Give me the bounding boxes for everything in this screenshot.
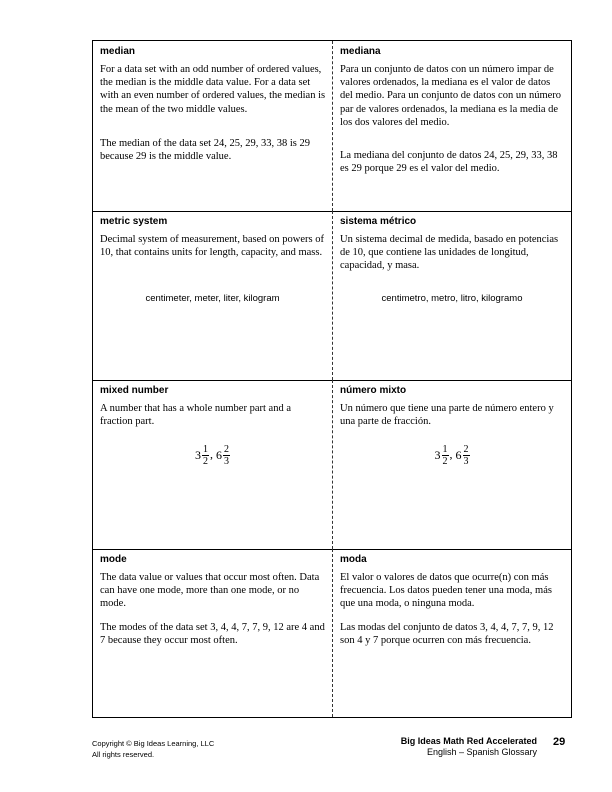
fraction: $\frac{1}{2}$ (203, 444, 208, 467)
fraction: $\frac{1}{2}$ (442, 444, 448, 467)
copyright-line: Copyright © Big Ideas Learning, LLC (92, 739, 215, 748)
mixed-number-example: 3 $\frac{1}{2}$ , 6 $\frac{2}{3}$ (195, 444, 229, 467)
glossary-label: English – Spanish Glossary (426, 747, 537, 757)
card-mode-en (93, 549, 333, 717)
copyright-notice (92, 738, 214, 760)
term-definition: Para un conjunto de datos con un número impar de valores ordenados, la mediana es el valor de datos del medio. Para un conjunto de datos con un número par de valores ordenados, la mediana es la media de los dos valores del medio. (340, 64, 562, 128)
flashcard-grid (92, 40, 572, 718)
card-mixed-number-es (333, 380, 571, 549)
term-definition: For a data set with an odd number of ordered values, the median is the middle data value. For a data set with an even number of ordered values, the median is the mean of the two middle values. (100, 64, 326, 115)
term-title: sistema métrico (340, 216, 417, 227)
card-median-es (333, 41, 571, 211)
mixed-number: 3 $\frac{1}{2}$ (434, 444, 448, 467)
card-metric-system-es (333, 211, 571, 380)
term-definition: El valor o valores de datos que ocurre(n) con más frecuencia. Los datos pueden tener una moda, más que una moda, o ninguna moda. (340, 572, 552, 610)
term-example: Las modas del conjunto de datos 3, 4, 4, 7, 7, 9, 12 son 4 y 7 porque ocurren con más frecuencia. (340, 622, 554, 647)
term-title: moda (340, 554, 367, 565)
term-title: número mixto (340, 385, 407, 396)
page-number: 29 (553, 736, 566, 748)
fraction: $\frac{2}{3}$ (463, 444, 469, 467)
term-example: centimetro, metro, litro, kilogramo (381, 293, 523, 304)
term-title: mode (100, 554, 127, 565)
fraction: $\frac{2}{3}$ (224, 444, 229, 467)
mixed-number-example: 3 $\frac{1}{2}$ , 6 $\frac{2}{3}$ (434, 444, 469, 467)
book-title: Big Ideas Math Red Accelerated (400, 736, 537, 746)
term-definition: The data value or values that occur most often. Data can have one mode, more than one mode, or no mode. (100, 572, 320, 610)
term-title: median (100, 46, 136, 57)
term-title: mixed number (100, 385, 169, 396)
term-title: mediana (340, 46, 381, 57)
term-example: La mediana del conjunto de datos 24, 25, 29, 33, 38 es 29 porque 29 es el valor del medio. (340, 150, 558, 175)
card-mixed-number-en (93, 380, 333, 549)
term-definition: Un número que tiene una parte de número entero y una parte de fracción. (340, 403, 554, 428)
term-example: The median of the data set 24, 25, 29, 33, 38 is 29 because 29 is the middle value. (100, 138, 310, 163)
book-info (401, 736, 537, 758)
term-title: metric system (100, 216, 168, 227)
term-definition: Un sistema decimal de medida, basado en potencias de 10, que contiene las unidades de longitud, capacidad, y masa. (340, 234, 559, 272)
term-example: The modes of the data set 3, 4, 4, 7, 7, 9, 12 are 4 and 7 because they occur most often. (100, 622, 325, 647)
card-metric-system-en (93, 211, 333, 380)
term-example: centimeter, meter, liter, kilogram (145, 293, 280, 304)
mixed-number: 6 $\frac{2}{3}$ (455, 444, 469, 467)
term-definition: Decimal system of measurement, based on powers of 10, that contains units for length, capacity, and mass. (100, 234, 324, 259)
mixed-number: 6 $\frac{2}{3}$ (216, 444, 229, 467)
card-median-en (93, 41, 333, 211)
term-definition: A number that has a whole number part and a fraction part. (100, 403, 291, 428)
rights-line: All rights reserved. (92, 750, 155, 759)
card-mode-es (333, 549, 571, 717)
mixed-number: 3 $\frac{1}{2}$ (195, 444, 208, 467)
